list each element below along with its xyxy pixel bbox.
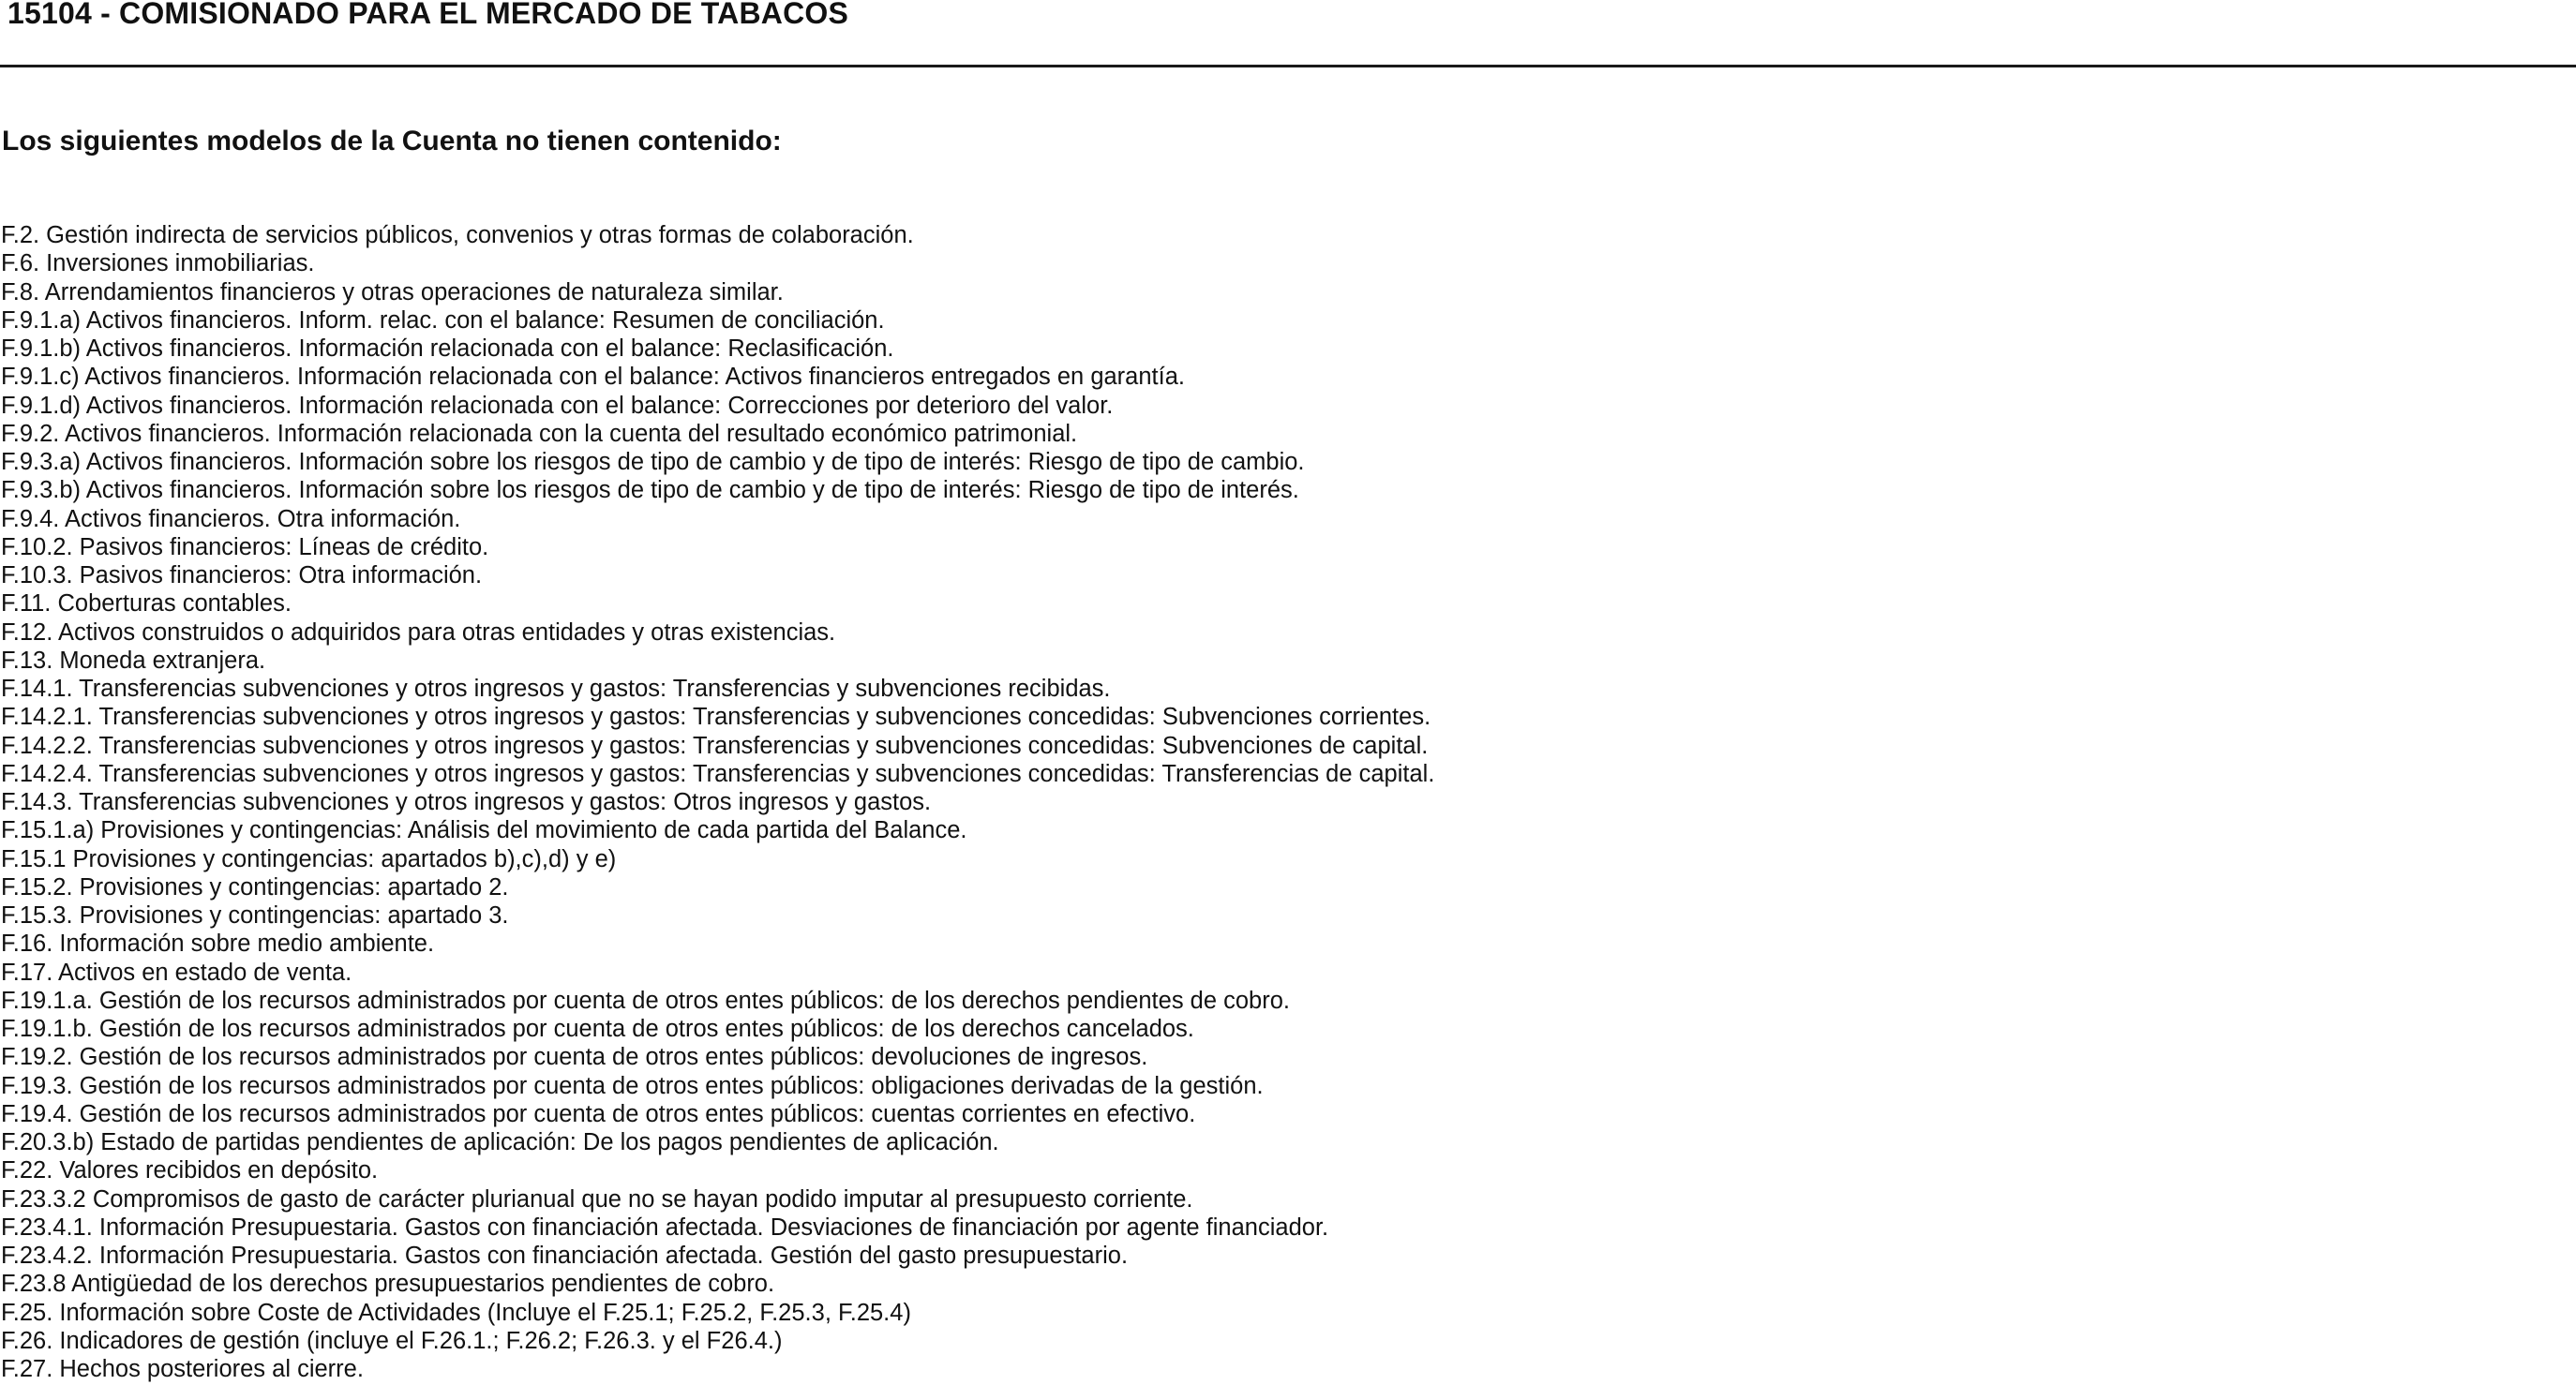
model-list-item: F.13. Moneda extranjera. (1, 647, 266, 674)
model-list-item: F.9.1.b) Activos financieros. Información relacionada con el balance: Reclasificación. (1, 335, 894, 362)
model-list-item: F.23.8 Antigüedad de los derechos presupuestarios pendientes de cobro. (1, 1271, 775, 1298)
model-list-item: F.23.3.2 Compromisos de gasto de carácter plurianual que no se hayan podido imputar al presupuesto corriente. (1, 1185, 1193, 1213)
model-list-item: F.14.2.2. Transferencias subvenciones y otros ingresos y gastos: Transferencias y subvenciones concedidas: Subvenciones de capital. (1, 732, 1429, 759)
model-list-item: F.8. Arrendamientos financieros y otras operaciones de naturaleza similar. (1, 278, 784, 305)
model-list-item: F.14.2.1. Transferencias subvenciones y otros ingresos y gastos: Transferencias y subvenciones concedidas: Subvenciones corrientes. (1, 704, 1431, 731)
model-list-item: F.15.3. Provisiones y contingencias: apartado 3. (1, 902, 509, 929)
model-list-item: F.19.1.a. Gestión de los recursos administrados por cuenta de otros entes públicos: de los derechos pendientes de cobro. (1, 987, 1290, 1014)
model-list-item: F.9.1.c) Activos financieros. Información relacionada con el balance: Activos financieros entregados en garantía. (1, 364, 1185, 391)
model-list-item: F.9.2. Activos financieros. Información relacionada con la cuenta del resultado económico patrimonial. (1, 420, 1078, 447)
model-list-item: F.11. Coberturas contables. (1, 590, 292, 618)
model-list-item: F.9.1.a) Activos financieros. Inform. relac. con el balance: Resumen de conciliación. (1, 306, 885, 334)
model-list-item: F.2. Gestión indirecta de servicios públicos, convenios y otras formas de colaboración. (1, 222, 914, 248)
model-list-item: F.10.2. Pasivos financieros: Líneas de crédito. (1, 533, 489, 560)
model-list-item: F.20.3.b) Estado de partidas pendientes de aplicación: De los pagos pendientes de aplicación. (1, 1129, 999, 1155)
model-list-item: F.14.3. Transferencias subvenciones y otros ingresos y gastos: Otros ingresos y gastos. (1, 789, 932, 815)
section-heading: Los siguientes modelos de la Cuenta no tienen contenido: (2, 126, 782, 156)
model-list-item: F.19.1.b. Gestión de los recursos administrados por cuenta de otros entes públicos: de los derechos cancelados. (1, 1016, 1194, 1042)
model-list-item: F.10.3. Pasivos financieros: Otra información. (1, 562, 483, 588)
model-list-item: F.15.1 Provisiones y contingencias: apartados b),c),d) y e) (1, 845, 617, 872)
model-list-item: F.25. Información sobre Coste de Actividades (Incluye el F.25.1; F.25.2, F.25.3, F.25.4) (1, 1299, 911, 1326)
model-list-item: F.17. Activos en estado de venta. (1, 959, 352, 986)
model-list-item: F.9.1.d) Activos financieros. Información relacionada con el balance: Correcciones por deterioro del valor. (1, 392, 1114, 419)
page-title: 15104 - COMISIONADO PARA EL MERCADO DE TABACOS (7, 0, 849, 30)
model-list-item: F.15.2. Provisiones y contingencias: apartado 2. (1, 873, 509, 901)
model-list-item: F.23.4.2. Información Presupuestaria. Gastos con financiación afectada. Gestión del gasto presupuestario. (1, 1243, 1129, 1269)
model-list-item: F.14.2.4. Transferencias subvenciones y otros ingresos y gastos: Transferencias y subvenciones concedidas: Transferencias de capital. (1, 760, 1435, 787)
model-list-item: F.12. Activos construidos o adquiridos para otras entidades y otras existencias. (1, 618, 836, 646)
header-divider (0, 65, 2576, 67)
model-list-item: F.9.3.a) Activos financieros. Información sobre los riesgos de tipo de cambio y de tipo de interés: Riesgo de tipo de cambio. (1, 449, 1305, 475)
model-list-item: F.9.4. Activos financieros. Otra información. (1, 505, 461, 532)
model-list-item: F.26. Indicadores de gestión (incluye el F.26.1.; F.26.2; F.26.3. y el F26.4.) (1, 1327, 783, 1354)
model-list-item: F.15.1.a) Provisiones y contingencias: Análisis del movimiento de cada partida del Balance. (1, 817, 967, 844)
model-list-item: F.9.3.b) Activos financieros. Información sobre los riesgos de tipo de cambio y de tipo de interés: Riesgo de tipo de interés. (1, 477, 1299, 504)
model-list-item: F.27. Hechos posteriores al cierre. (1, 1356, 364, 1382)
model-list-item: F.14.1. Transferencias subvenciones y otros ingresos y gastos: Transferencias y subvenciones recibidas. (1, 676, 1111, 702)
model-list-item: F.19.4. Gestión de los recursos administrados por cuenta de otros entes públicos: cuentas corrientes en efectivo. (1, 1100, 1196, 1127)
empty-models-list (0, 221, 1434, 1383)
model-list-item: F.23.4.1. Información Presupuestaria. Gastos con financiación afectada. Desviaciones de financiación por agente financiador. (1, 1214, 1329, 1241)
model-list-item: F.22. Valores recibidos en depósito. (1, 1157, 379, 1184)
model-list-item: F.19.2. Gestión de los recursos administrados por cuenta de otros entes públicos: devoluciones de ingresos. (1, 1044, 1148, 1071)
model-list-item: F.16. Información sobre medio ambiente. (1, 931, 435, 958)
model-list-item: F.6. Inversiones inmobiliarias. (1, 250, 315, 277)
model-list-item: F.19.3. Gestión de los recursos administrados por cuenta de otros entes públicos: obligaciones derivadas de la gestión. (1, 1072, 1264, 1099)
